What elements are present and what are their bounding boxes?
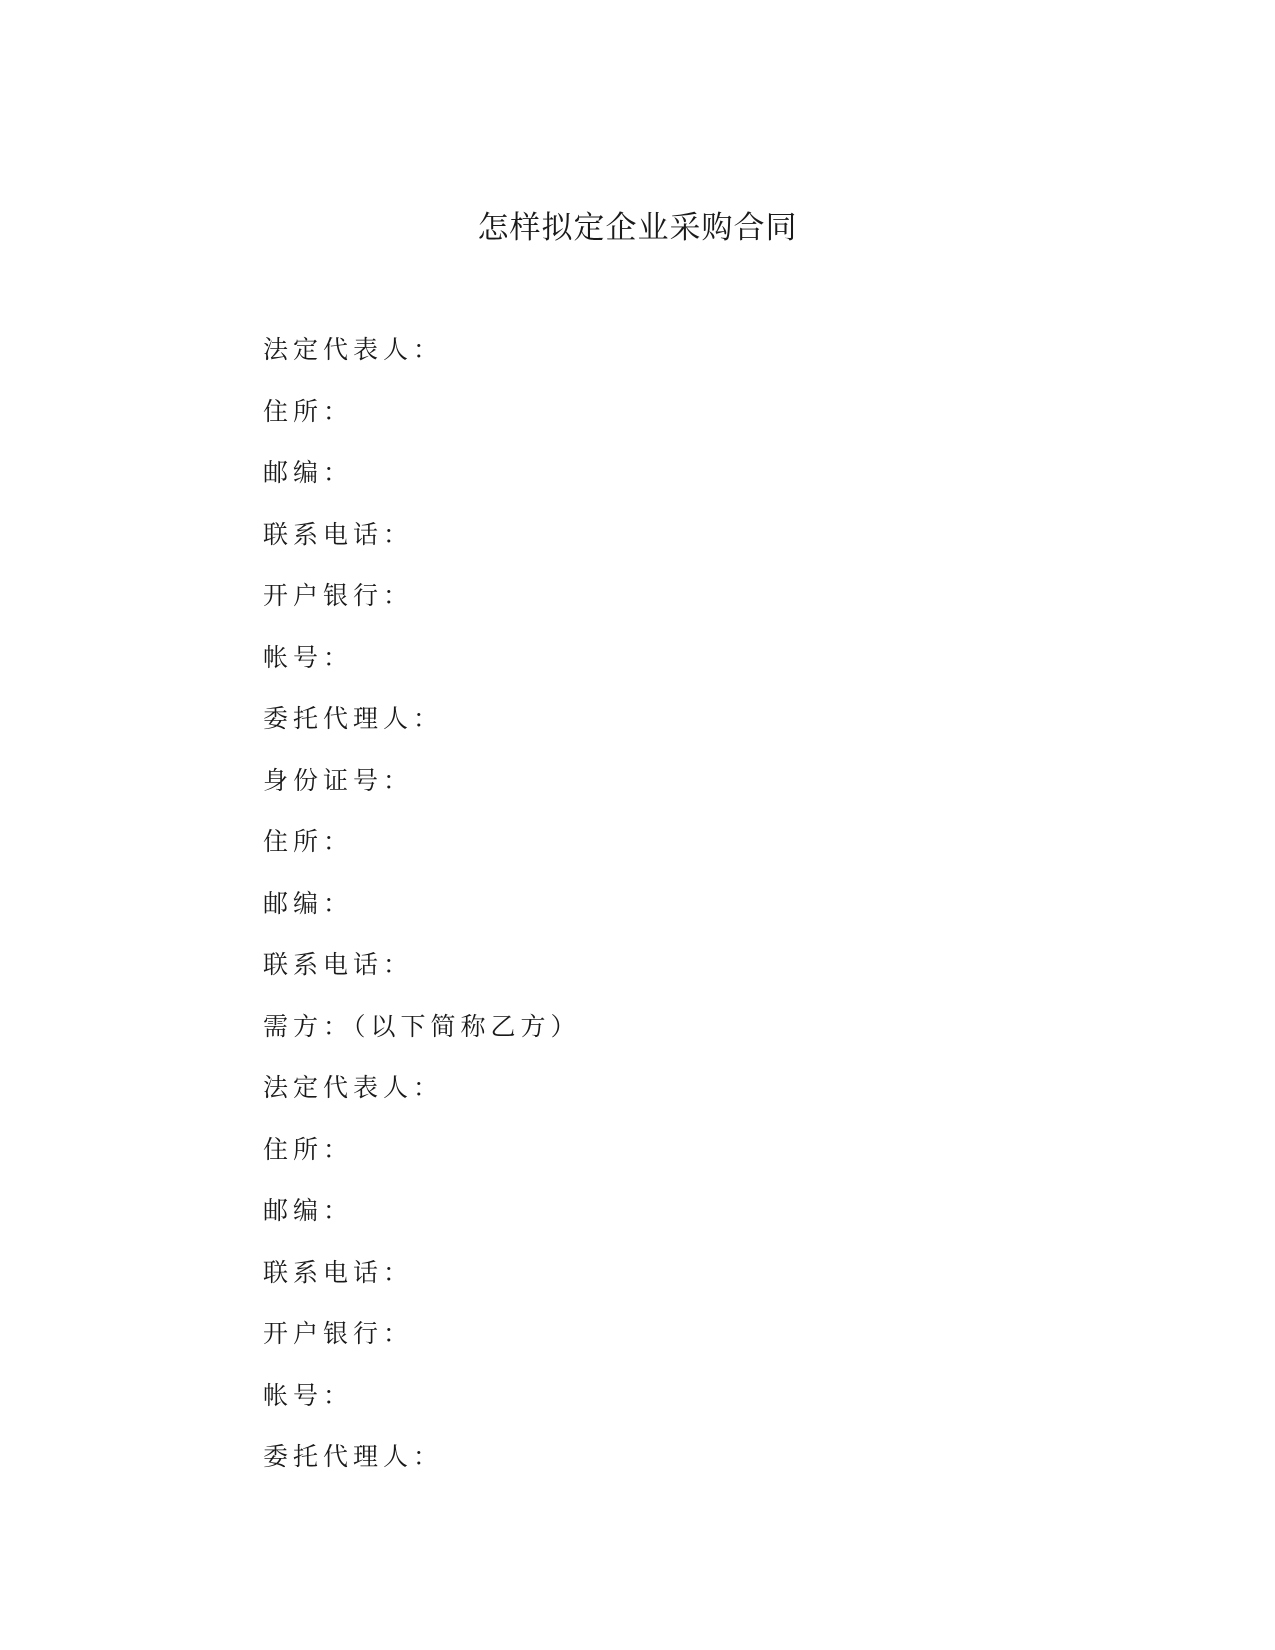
field-line-account: 帐号： [263, 642, 354, 672]
field-line-agent: 委托代理人： [263, 1442, 444, 1471]
field-line-postcode: 邮编： [263, 888, 354, 918]
field-line-postcode: 邮编： [263, 458, 354, 487]
field-line-address: 住所： [263, 396, 354, 426]
document-title: 怎样拟定企业采购合同 [477, 210, 798, 246]
field-line-address: 住所： [263, 1134, 354, 1164]
field-line-legal-representative: 法定代表人： [263, 1073, 444, 1102]
field-line-buyer-party: 需方：（以下简称乙方） [263, 1011, 581, 1041]
field-line-bank: 开户银行： [263, 581, 414, 610]
field-line-id-number: 身份证号： [263, 765, 414, 795]
field-line-address: 住所： [263, 827, 354, 856]
field-line-postcode: 邮编： [263, 1196, 354, 1225]
field-line-account: 帐号： [263, 1380, 354, 1410]
field-line-agent: 委托代理人： [263, 704, 444, 733]
field-line-phone: 联系电话： [263, 1257, 414, 1287]
contract-field-list [263, 332, 1163, 1501]
field-line-bank: 开户银行： [263, 1319, 414, 1348]
field-line-phone: 联系电话： [263, 950, 414, 979]
field-line-phone: 联系电话： [263, 519, 414, 549]
field-line-legal-representative: 法定代表人： [263, 335, 444, 364]
